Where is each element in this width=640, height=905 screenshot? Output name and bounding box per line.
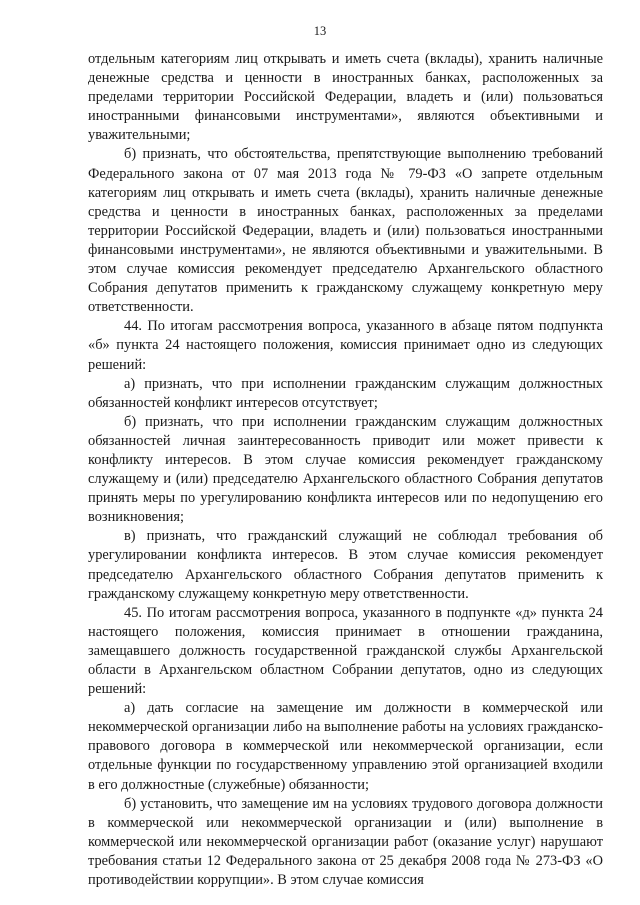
paragraph-44a: а) признать, что при исполнении гражданским служащим должностных обязанностей конфликт интересов отсутствует; [88,375,603,411]
paragraph-43b: б) признать, что обстоятельства, препятствующие выполнению требований Федерального закона от 07 мая 2013 года № 79-ФЗ «О запрете отдельным категориям лиц открывать и иметь счета (вклады), хранить наличные денежные средства и ценности в иностранных банках, расположенных за пределами территории Российской Федерации, владеть и (или) пользоваться иностранными финансовыми инструментами», не являются объективными и уважительными. В этом случае комиссия рекомендует председателю Архангельского областного Собрания депутатов применить к гражданскому служащему конкретную меру ответственности. [88,146,603,316]
document-body [88,50,603,890]
paragraph-44v: в) признать, что гражданский служащий не соблюдал требования об урегулировании конфликта интересов. В этом случае комиссия рекомендует председателю Архангельского областного Собрания депутатов применить к гражданскому служащему конкретную меру ответственности. [88,528,603,602]
paragraph-45: 45. По итогам рассмотрения вопроса, указанного в подпункте «д» пункта 24 настоящего положения, комиссия принимает в отношении гражданина, замещавшего должность государственной гражданской службы Архангельской области в Архангельском областном Собрании депутатов, одно из следующих решений: [88,604,603,698]
paragraph-45b: б) установить, что замещение им на условиях трудового договора должности в коммерческой или некоммерческой организации и (или) выполнение в коммерческой или некоммерческой организации работ (оказание услуг) нарушают требования статьи 12 Федерального закона от 25 декабря 2008 года № 273-ФЗ «О противодействии коррупции». В этом случае комиссия [88,795,603,889]
paragraph-44: 44. По итогам рассмотрения вопроса, указанного в абзаце пятом подпункта «б» пункта 24 настоящего положения, комиссия принимает одно из следующих решений: [88,318,603,373]
paragraph-45a: а) дать согласие на замещение им должности в коммерческой или некоммерческой организации либо на выполнение работы на условиях гражданско-правового договора в коммерческой или некоммерческой организации, если отдельные функции по государственному управлению этой организацией входили в его должностные (служебные) обязанности; [88,700,603,793]
page-number: 13 [313,24,327,38]
paragraph-44b: б) признать, что при исполнении гражданским служащим должностных обязанностей личная заинтересованность приводит или может привести к конфликту интересов. В этом случае комиссия рекомендует гражданскому служащему и (или) председателю Архангельского областного Собрания депутатов принять меры по урегулированию конфликта интересов или по недопущению его возникновения; [88,413,603,526]
paragraph-continuation: отдельным категориям лиц открывать и иметь счета (вклады), хранить наличные денежные средства и ценности в иностранных банках, расположенных за пределами территории Российской Федерации, владеть и (или) пользоваться иностранными финансовыми инструментами», являются объективными и уважительными; [88,51,603,144]
